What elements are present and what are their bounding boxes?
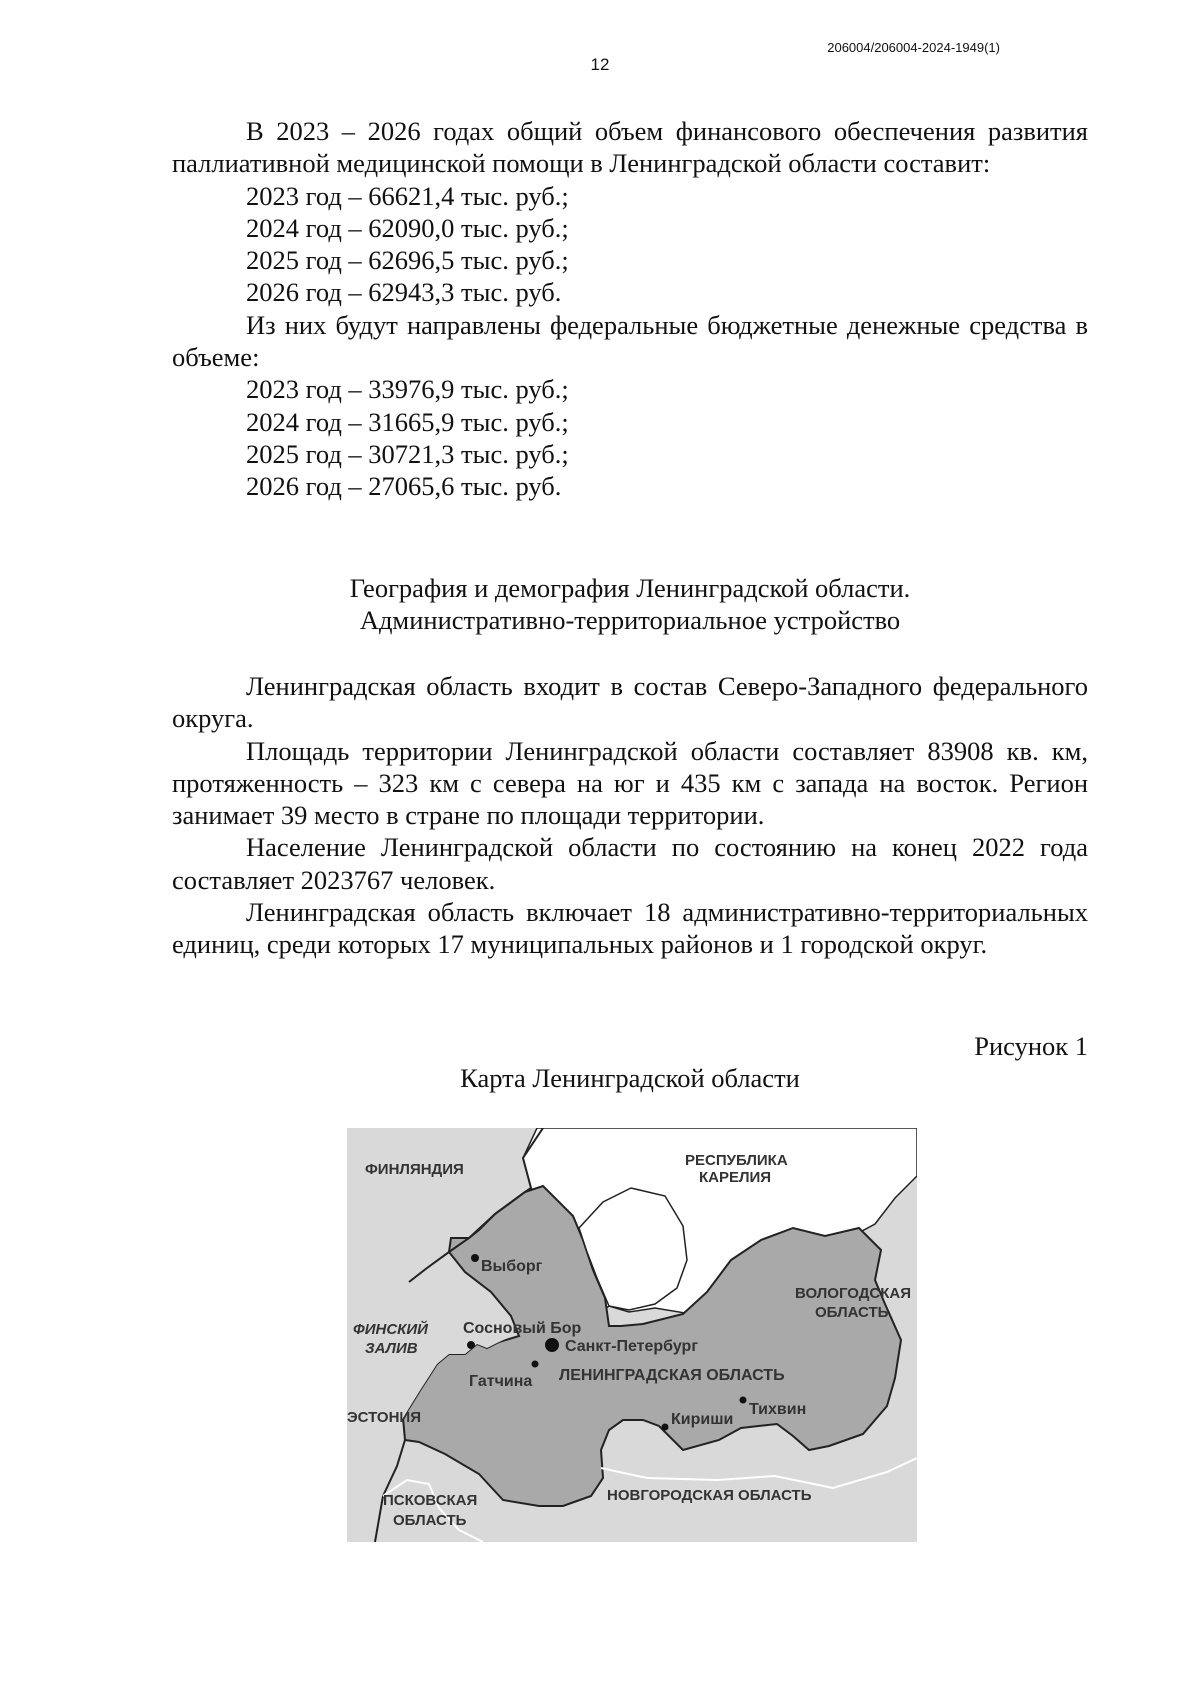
label-karelia-2: КАРЕЛИЯ (699, 1169, 772, 1186)
total-2025: 2025 год – 62696,5 тыс. руб.; (246, 245, 569, 276)
label-gulf-2: ЗАЛИВ (365, 1340, 418, 1357)
document-number: 206004/206004-2024-1949(1) (827, 40, 1000, 55)
paragraph-units: Ленинградская область включает 18 административно-территориальных единиц, среди которых 17 муниципальных районов и 1 городской округ. (172, 897, 1088, 960)
section-heading-line-1: География и демография Ленинградской области. (349, 573, 911, 603)
label-vologda-2: ОБЛАСТЬ (815, 1304, 889, 1321)
total-2024: 2024 год – 62090,0 тыс. руб.; (246, 212, 569, 243)
total-2023: 2023 год – 66621,4 тыс. руб.; (246, 180, 569, 211)
sosnovy-bor-marker (467, 1341, 475, 1349)
federal-2026: 2026 год – 27065,6 тыс. руб. (246, 471, 562, 502)
label-gulf-1: ФИНСКИЙ (353, 1321, 428, 1338)
section-heading-line-2: Административно-территориальное устройство (359, 605, 901, 636)
city-kirishi: Кириши (671, 1411, 734, 1428)
page-number: 12 (590, 55, 610, 74)
geography-section (172, 670, 1088, 961)
label-finland: ФИНЛЯНДИЯ (365, 1161, 464, 1178)
paragraph-population: Население Ленинградской области по состоянию на конец 2022 года составляет 2023767 человек. (172, 832, 1088, 895)
label-pskov-2: ОБЛАСТЬ (393, 1512, 467, 1529)
federal-2023: 2023 год – 33976,9 тыс. руб.; (246, 374, 569, 405)
figure-number: Рисунок 1 (974, 1031, 1088, 1061)
city-spb: Санкт-Петербург (565, 1338, 698, 1355)
section-heading (172, 572, 1088, 637)
label-pskov-1: ПСКОВСКАЯ (383, 1492, 478, 1509)
figure-caption: Карта Ленинградской области (460, 1063, 800, 1093)
leningrad-oblast-map (347, 1128, 917, 1542)
city-tikhvin: Тихвин (749, 1401, 807, 1418)
total-2026: 2026 год – 62943,3 тыс. руб. (246, 277, 562, 308)
label-vologda-1: ВОЛОГОДСКАЯ (795, 1285, 912, 1302)
kirishi-marker (662, 1424, 669, 1431)
label-novgorod: НОВГОРОДСКАЯ ОБЛАСТЬ (607, 1487, 812, 1504)
finance-intro: В 2023 – 2026 годах общий объем финансового обеспечения развития паллиативной медицинской помощи в Ленинградской области составит: (172, 116, 1088, 179)
federal-2024: 2024 год – 31665,9 тыс. руб.; (246, 406, 569, 437)
federal-2025: 2025 год – 30721,3 тыс. руб.; (246, 438, 569, 469)
vyborg-marker (471, 1254, 479, 1262)
map-svg (347, 1128, 917, 1542)
tikhvin-marker (740, 1397, 747, 1404)
paragraph-area: Площадь территории Ленинградской области составляет 83908 кв. км, протяженность – 323 км с севера на юг и 435 км с запада на восток. Регион занимает 39 место в стране по площади территории. (172, 735, 1088, 831)
finance-section (172, 115, 1088, 503)
city-gatchina: Гатчина (469, 1373, 533, 1390)
label-leningrad-oblast: ЛЕНИНГРАДСКАЯ ОБЛАСТЬ (559, 1367, 785, 1384)
paragraph-district: Ленинградская область входит в состав Северо-Западного федерального округа. (172, 671, 1088, 734)
spb-marker (545, 1338, 559, 1352)
label-karelia-1: РЕСПУБЛИКА (685, 1152, 788, 1169)
federal-intro: Из них будут направлены федеральные бюджетные денежные средства в объеме: (172, 309, 1088, 373)
city-sosnovy-bor: Сосновый Бор (463, 1320, 582, 1337)
gatchina-marker (532, 1361, 539, 1368)
label-estonia: ЭСТОНИЯ (347, 1409, 421, 1426)
city-vyborg: Выборг (481, 1258, 543, 1275)
